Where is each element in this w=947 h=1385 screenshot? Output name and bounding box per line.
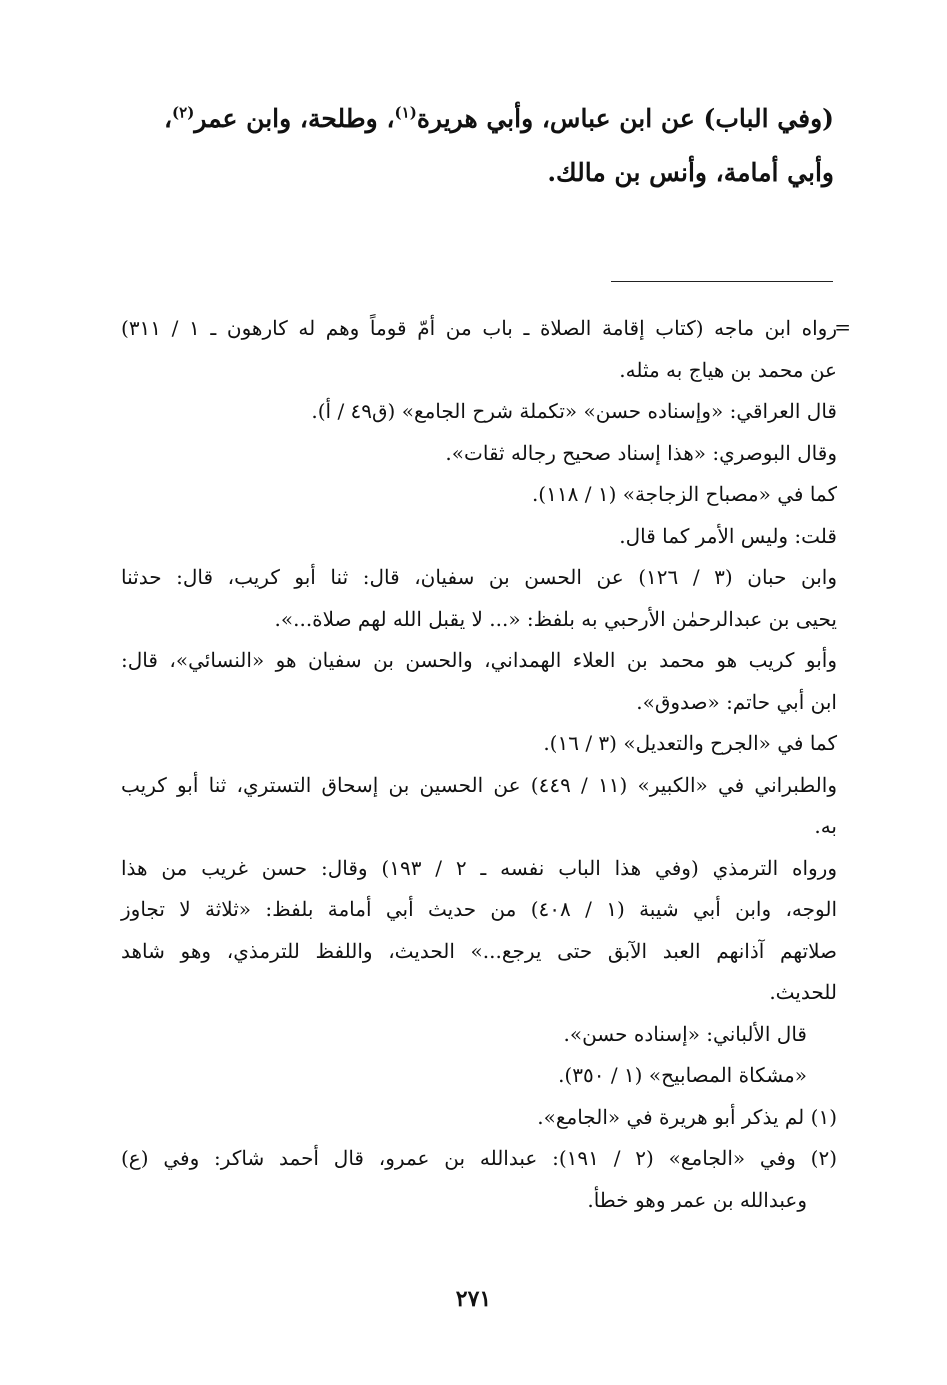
footnote-line: كما في «الجرح والتعديل» (٣ / ١٦). bbox=[543, 731, 837, 755]
footnote-line: وأبو كريب هو محمد بن العلاء الهمداني، والحسن بن سفيان هو «النسائي»، قال: bbox=[121, 648, 837, 672]
main-text-segment: (وفي الباب) عن ابن عباس، وأبي هريرة bbox=[416, 104, 834, 133]
footnote-line: كما في «مصباح الزجاجة» (١ / ١١٨). bbox=[531, 482, 837, 506]
footnote-line: وعبدالله بن عمر وهو خطأ. bbox=[587, 1187, 807, 1212]
page-number: ٢٧١ bbox=[455, 1286, 492, 1312]
main-text bbox=[104, 92, 834, 200]
footnote-line: وابن حبان (٣ / ١٢٦) عن الحسن بن سفيان، قال: ثنا أبو كريب، قال: حدثنا bbox=[121, 565, 838, 589]
footnote-line: «مشكاة المصابيح» (١ / ٣٥٠). bbox=[558, 1063, 807, 1087]
footnote-line: يحيى بن عبدالرحمٰن الأرحبي به بلفظ: «... لا يقبل الله لهم صلاة...». bbox=[274, 606, 837, 631]
footnote-2: (٢) وفي «الجامع» (٢ / ١٩١): عبدالله بن عمرو، قال أحمد شاكر: وفي (ع) bbox=[121, 1146, 837, 1170]
footnote-line: وقال البوصري: «هذا إسناد صحيح رجاله ثقات». bbox=[445, 440, 837, 465]
footnote-ref-2: (٢) bbox=[172, 103, 195, 122]
footnote-line: قلت: وليس الأمر كما قال. bbox=[619, 523, 837, 548]
footnote-line: للحديث. bbox=[769, 980, 837, 1004]
continuation-marker: = bbox=[834, 315, 851, 339]
footnote-line: به. bbox=[814, 814, 837, 838]
footnote-separator bbox=[611, 281, 833, 282]
footnote-1: (١) لم يذكر أبو هريرة في «الجامع». bbox=[537, 1104, 837, 1129]
footnote-line: رواه ابن ماجه (كتاب إقامة الصلاة ـ باب من أمّ قوماً وهم له كارهون ـ ١ / ٣١١) bbox=[121, 316, 837, 340]
footnote-line: صلاتهم آذانهم العبد الآبق حتى يرجع...» الحديث، واللفظ للترمذي، وهو شاهد bbox=[121, 938, 837, 963]
footnote-line: الوجه، وابن أبي شيبة (١ / ٤٠٨) من حديث أبي أمامة بلفظ: «ثلاثة لا تجاوز bbox=[121, 897, 837, 921]
main-text-segment: ، bbox=[163, 104, 173, 133]
footnote-line: والطبراني في «الكبير» (١١ / ٤٤٩) عن الحسين بن إسحاق التستري، ثنا أبو كريب bbox=[121, 772, 837, 797]
footnote-ref-1: (١) bbox=[394, 103, 417, 122]
footnote-line: عن محمد بن هياج به مثله. bbox=[619, 357, 837, 382]
main-text-line-1 bbox=[104, 92, 834, 146]
main-text-segment: ، وطلحة، وابن عمر bbox=[194, 104, 395, 133]
footnote-line: ورواه الترمذي (وفي هذا الباب نفسه ـ ٢ / ١٩٣) وقال: حسن غريب من هذا bbox=[121, 855, 838, 880]
footnote-line: قال الألباني: «إسناده حسن». bbox=[563, 1021, 807, 1046]
footnote-line: قال العراقي: «وإسناده حسن» «تكملة شرح الجامع» (ق٤٩ / أ). bbox=[311, 399, 837, 423]
footnote-line: ابن أبي حاتم: «صدوق». bbox=[636, 689, 837, 714]
footnotes bbox=[121, 308, 837, 1221]
main-text-line-2: وأبي أمامة، وأنس بن مالك. bbox=[547, 158, 834, 187]
